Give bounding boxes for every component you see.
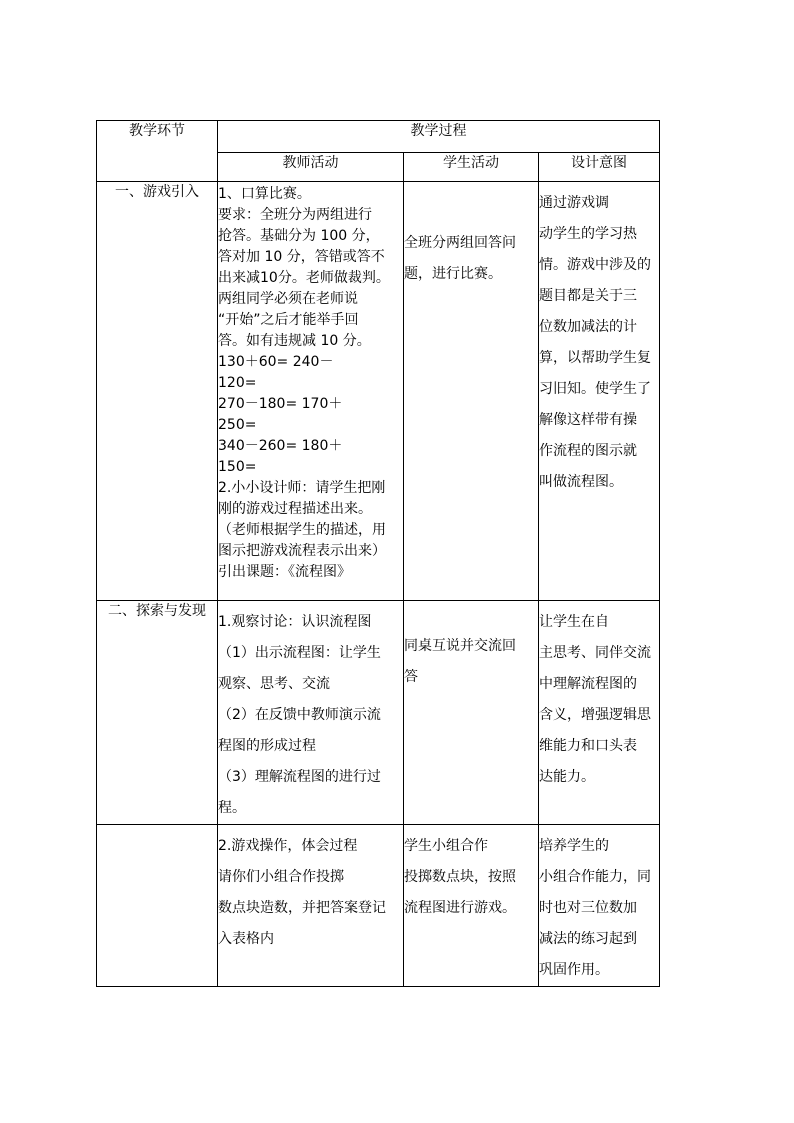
design-intent-cell — [539, 825, 660, 987]
text-line: 学生小组合作 — [404, 838, 488, 854]
text-line: 刚的游戏过程描述出来。 — [218, 501, 372, 517]
student-activity-cell — [404, 601, 539, 825]
text-line: 1、口算比赛。 — [218, 186, 311, 202]
text-line: 通过游戏调 — [539, 195, 609, 211]
text-line: （2）在反馈中教师演示流 — [218, 707, 381, 723]
text-line: 流程图进行游戏。 — [404, 900, 516, 916]
text-line: 程图的形成过程 — [218, 738, 316, 754]
student-activity-cell — [404, 825, 539, 987]
table-row — [97, 182, 660, 601]
text-line: （1）出示流程图：让学生 — [218, 645, 381, 661]
text-line: 习旧知。使学生了 — [539, 381, 651, 397]
text-line: 程。 — [218, 800, 246, 816]
header-stage: 教学环节 — [97, 121, 218, 182]
text-line: 全班分两组回答问 — [404, 235, 516, 251]
header-process: 教学过程 — [218, 121, 660, 153]
text-line: 题目都是关于三 — [539, 288, 637, 304]
text-line: “开始”之后才能举手回 — [218, 312, 359, 328]
teacher-activity-cell — [218, 601, 404, 825]
text-line: 同桌互说并交流回 — [404, 638, 516, 654]
text-line: 入表格内 — [218, 931, 274, 947]
text-line: 1.观察讨论：认识流程图 — [218, 614, 372, 630]
text-line: 作流程的图示就 — [539, 443, 637, 459]
text-line: 算，以帮助学生复 — [539, 350, 651, 366]
stage-cell: 二、探索与发现 — [97, 601, 218, 825]
text-line: 出来减10分。老师做裁判。 — [218, 270, 390, 286]
text-line: 解像这样带有操 — [539, 412, 637, 428]
text-line: 数点块造数，并把答案登记 — [218, 900, 386, 916]
text-line: 答 — [404, 669, 418, 685]
text-line: 250= — [218, 417, 257, 433]
text-line: 投掷数点块，按照 — [404, 869, 516, 885]
text-line: 抢答。基础分为 100 分， — [218, 228, 380, 244]
text-line: 答对加 10 分，答错或答不 — [218, 249, 385, 265]
text-line: 培养学生的 — [539, 838, 609, 854]
text-line: 340－260= 180＋ — [218, 438, 343, 454]
table-row — [97, 601, 660, 825]
text-line: 130＋60= 240－ — [218, 354, 334, 370]
text-line: 巩固作用。 — [539, 962, 609, 978]
text-line: 主思考、同伴交流 — [539, 645, 651, 661]
text-line: 120= — [218, 375, 257, 391]
text-line: 维能力和口头表 — [539, 738, 637, 754]
text-line: 两组同学必须在老师说 — [218, 291, 358, 307]
teacher-activity-cell — [218, 825, 404, 987]
lesson-plan-table — [96, 120, 660, 987]
text-line: 位数加减法的计 — [539, 319, 637, 335]
text-line: 情。游戏中涉及的 — [539, 257, 651, 273]
text-line: 中理解流程图的 — [539, 676, 637, 692]
header-intent: 设计意图 — [539, 153, 660, 182]
text-line: （3）理解流程图的进行过 — [218, 769, 381, 785]
text-line: 150= — [218, 459, 257, 475]
text-line: 引出课题：《流程图》 — [218, 564, 351, 580]
text-line: 达能力。 — [539, 769, 595, 785]
header-student: 学生活动 — [404, 153, 539, 182]
header-teacher: 教师活动 — [218, 153, 404, 182]
table-row — [97, 825, 660, 987]
text-line: 270－180= 170＋ — [218, 396, 343, 412]
stage-cell — [97, 825, 218, 987]
text-line: 图示把游戏流程表示出来） — [218, 543, 386, 559]
text-line: 答。如有违规减 10 分。 — [218, 333, 371, 349]
text-line: 时也对三位数加 — [539, 900, 637, 916]
student-activity-cell — [404, 182, 539, 601]
text-line: 让学生在自 — [539, 614, 609, 630]
text-line: 叫做流程图。 — [539, 474, 623, 490]
text-line: 小组合作能力，同 — [539, 869, 651, 885]
text-line: 含义，增强逻辑思 — [539, 707, 651, 723]
stage-cell: 一、游戏引入 — [97, 182, 218, 601]
text-line: 题，进行比赛。 — [404, 266, 502, 282]
text-line: 动学生的学习热 — [539, 226, 637, 242]
text-line: 2.小小设计师：请学生把刚 — [218, 480, 386, 496]
text-line: 2.游戏操作，体会过程 — [218, 838, 358, 854]
text-line: 观察、思考、交流 — [218, 676, 330, 692]
text-line: 减法的练习起到 — [539, 931, 637, 947]
text-line: （老师根据学生的描述，用 — [218, 522, 386, 538]
design-intent-cell — [539, 182, 660, 601]
teacher-activity-cell — [218, 182, 404, 601]
text-line: 请你们小组合作投掷 — [218, 869, 344, 885]
text-line: 要求：全班分为两组进行 — [218, 207, 372, 223]
design-intent-cell — [539, 601, 660, 825]
